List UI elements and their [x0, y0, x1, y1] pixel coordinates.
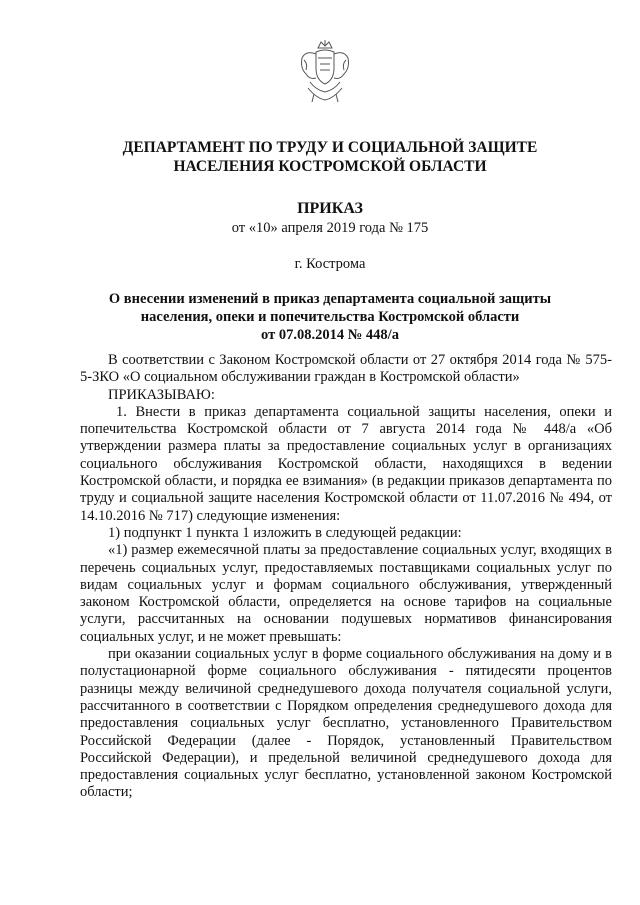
department-line-2: НАСЕЛЕНИЯ КОСТРОМСКОЙ ОБЛАСТИ — [173, 158, 487, 175]
clause-1-paragraph: 1. Внести в приказ департамента социальной защиты населения, опеки и попечительства Костромской области от 7 августа 2014 года № 448/а «Об утверждении размера платы за предоставление социальных услуг в организациях социального обслуживания Костромской области, находящихся в ведении Костромской области, и порядка ее взимания» (в редакции приказов департамента по труду и социальной защите населения Костромской области от 11.07.2016 № 494, от 14.10.2016 № 717) следующие изменения: — [80, 403, 612, 524]
preamble-paragraph: В соответствии с Законом Костромской области от 27 октября 2014 года № 575-5-ЗКО «О социальном обслуживании граждан в Костромской области» — [80, 352, 612, 386]
order-subject — [60, 290, 600, 344]
document-type: ПРИКАЗ — [297, 200, 363, 217]
order-body — [80, 352, 612, 802]
department-name — [60, 138, 600, 176]
city: г. Кострома — [294, 256, 366, 272]
coat-of-arms-icon — [296, 38, 354, 104]
subclause-1-paragraph: 1) подпункт 1 пункта 1 изложить в следующей редакции: — [108, 524, 462, 541]
order-keyword: ПРИКАЗЫВАЮ: — [108, 386, 215, 403]
home-service-paragraph: при оказании социальных услуг в форме социального обслуживания на дому и в полустационарной форме социального обслуживания - пятидесяти процентов разницы между величиной среднедушевого дохода получателя социальной услуги, рассчитанного в соответствии с Порядком определения среднедушевого дохода для предоставления социальных услуг бесплатно, установленного Правительством Российской Федерации (далее - Порядок, установленный Правительством Российской Федерации), и предельной величиной среднедушевого дохода для предоставления социальных услуг бесплатно, установленной законом Костромской области; — [80, 646, 612, 801]
subject-line-2: населения, опеки и попечительства Костромской области — [140, 309, 520, 325]
subject-line-3: от 07.08.2014 № 448/а — [261, 327, 399, 343]
subject-line-1: О внесении изменений в приказ департамента социальной защиты — [108, 291, 552, 307]
department-line-1: ДЕПАРТАМЕНТ ПО ТРУДУ И СОЦИАЛЬНОЙ ЗАЩИТЕ — [122, 139, 538, 156]
new-wording-paragraph: «1) размер ежемесячной платы за предоставление социальных услуг, входящих в перечень социальных услуг, предоставляемых поставщиками социальных услуг по видам социальных услуг и формам социального обслуживания, утвержденный законом Костромской области, определяется на основе тарифов на социальные услуги, рассчитанных на основании подушевых нормативов финансирования социальных услуг, и не может превышать: — [80, 542, 612, 645]
order-date-number: от «10» апреля 2019 года № 175 — [231, 220, 429, 236]
